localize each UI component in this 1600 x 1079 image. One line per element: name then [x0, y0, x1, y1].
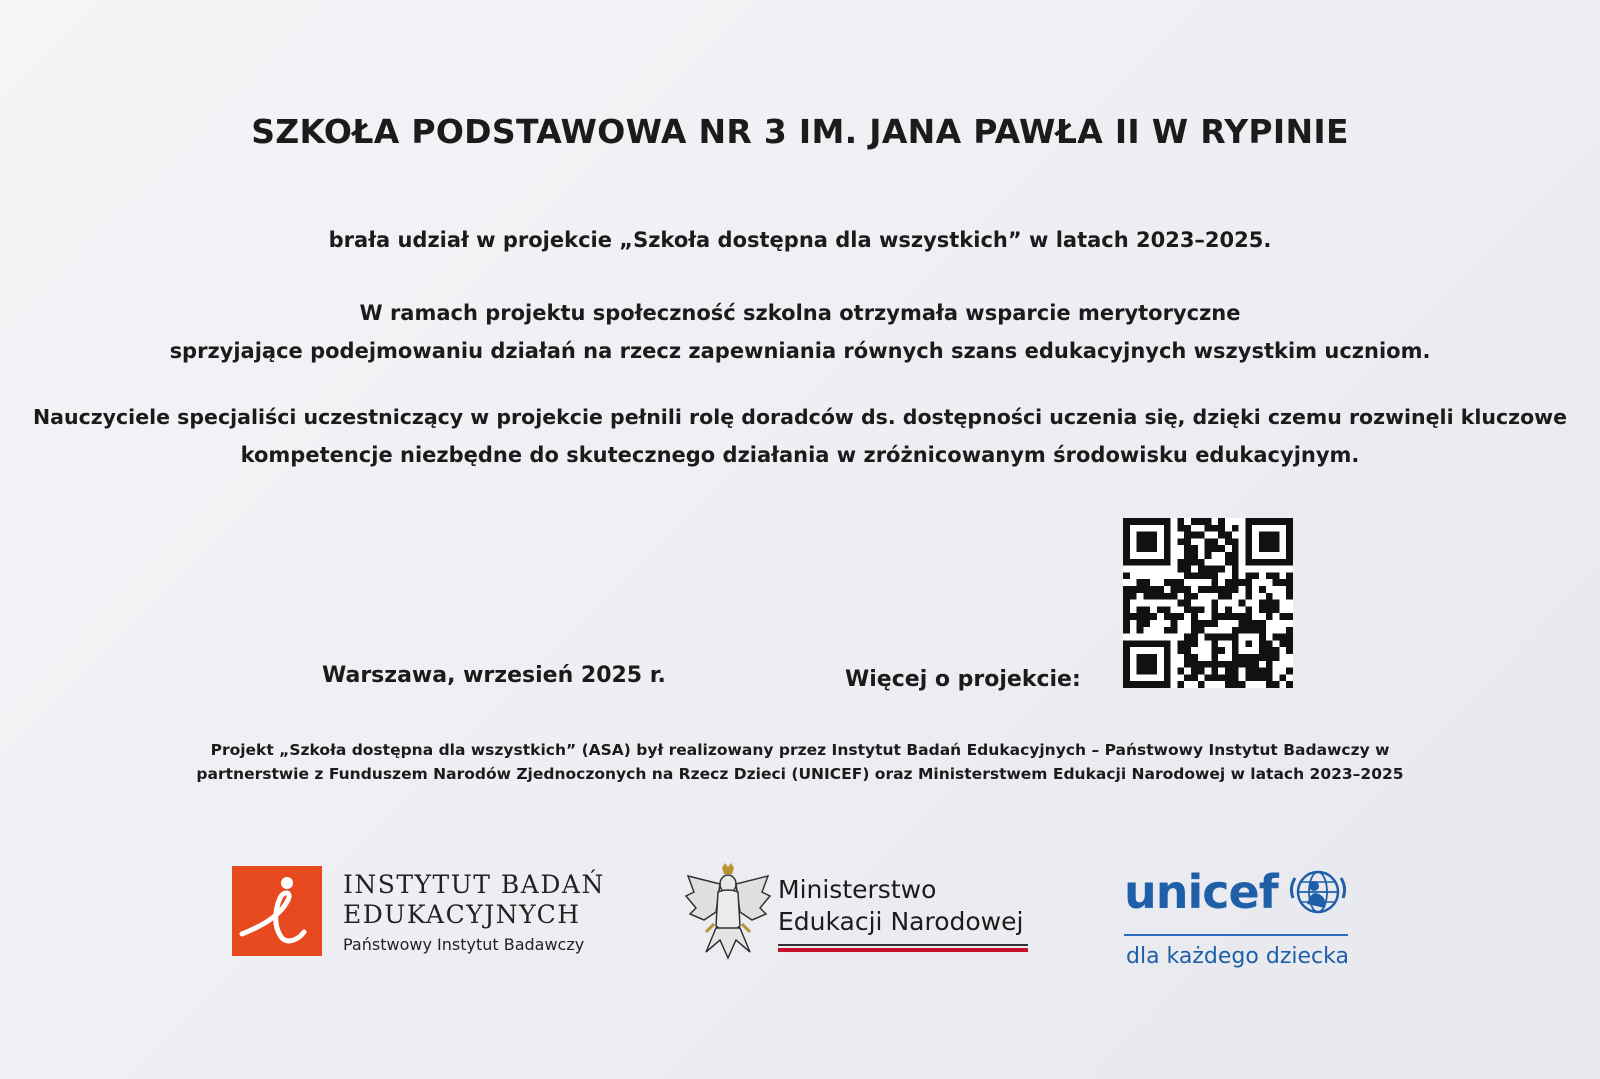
teachers-paragraph-line: kompetencje niezbędne do skutecznego działania w zróżnicowanym środowisku edukacyjnym.: [240, 443, 1360, 467]
page-title: SZKOŁA PODSTAWOWA NR 3 IM. JANA PAWŁA II W RYPINIE: [251, 112, 1349, 151]
men-name-line2: Edukacji Narodowej: [778, 907, 1024, 936]
teachers-paragraph: [6, 398, 1594, 474]
support-paragraph-line: sprzyjające podejmowaniu działań na rzecz zapewniania równych szans edukacyjnych wszystkim uczniom.: [169, 339, 1431, 363]
project-footnote: [0, 738, 1600, 786]
footnote-line: Projekt „Szkoła dostępna dla wszystkich” (ASA) był realizowany przez Instytut Badań Edukacyjnych – Państwowy Instytut Badawczy w: [210, 741, 1390, 759]
unicef-emblem-icon: [1287, 868, 1349, 920]
men-accent-bar: [778, 948, 1028, 952]
support-paragraph: [0, 294, 1600, 370]
ibe-name-line2: EDUKACYJNYCH: [343, 900, 581, 929]
unicef-tagline: dla każdego dziecka: [1126, 944, 1349, 969]
ibe-logo: [232, 866, 612, 958]
ibe-subtitle: Państwowy Instytut Badawczy: [343, 935, 585, 954]
unicef-divider: [1124, 934, 1348, 936]
unicef-logo: [1124, 864, 1354, 974]
support-paragraph-line: W ramach projektu społeczność szkolna otrzymała wsparcie merytoryczne: [359, 301, 1241, 325]
men-name-line1: Ministerstwo: [778, 875, 937, 904]
ibe-logo-icon: [232, 866, 322, 956]
qr-code-icon[interactable]: [1123, 518, 1293, 688]
footnote-line: partnerstwie z Funduszem Narodów Zjednoczonych na Rzecz Dzieci (UNICEF) oraz Ministerstwem Edukacji Narodowej w latach 2023–2025: [196, 765, 1404, 783]
teachers-paragraph-line: Nauczyciele specjaliści uczestniczący w projekcie pełnili rolę doradców ds. dostępności uczenia się, dzięki czemu rozwinęli kluczowe: [32, 405, 1567, 429]
polish-eagle-emblem-icon: [684, 862, 772, 962]
men-logo: [684, 862, 1044, 962]
men-name: [778, 874, 1023, 938]
place-date: Warszawa, wrzesień 2025 r.: [322, 663, 666, 688]
more-about-project-label: Więcej o projekcie:: [845, 667, 1081, 692]
unicef-wordmark: unicef: [1124, 865, 1278, 919]
participation-statement: brała udział w projekcie „Szkoła dostępna dla wszystkich” w latach 2023–2025.: [328, 228, 1272, 252]
men-divider: [778, 944, 1028, 946]
ibe-name-line1: INSTYTUT BADAŃ: [343, 870, 605, 899]
